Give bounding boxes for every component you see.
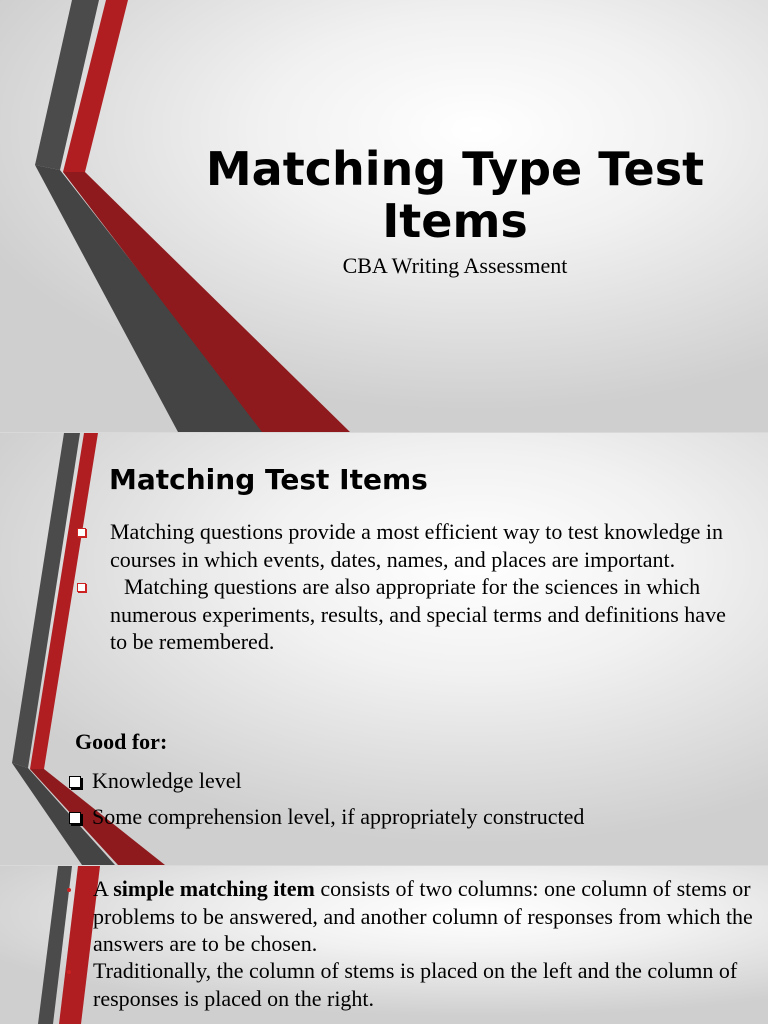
slide-matching-test-items bbox=[0, 433, 768, 865]
list-item bbox=[110, 573, 740, 656]
good-for-list bbox=[68, 763, 584, 835]
bold-term: simple matching item bbox=[113, 876, 315, 901]
bullet-dot-icon bbox=[67, 970, 71, 974]
square-bullet-icon bbox=[77, 528, 86, 537]
bullet-list bbox=[110, 518, 740, 656]
good-for-label: Good for: bbox=[75, 729, 168, 754]
checkbox-bullet-icon bbox=[69, 812, 81, 824]
square-bullet-icon bbox=[77, 583, 86, 592]
slide-heading: Matching Test Items bbox=[109, 463, 428, 496]
list-item bbox=[68, 799, 584, 835]
text-prefix: A bbox=[93, 876, 114, 901]
bullet-text: Matching questions are also appropriate for the sciences in which numerous experiments, results, and special terms and definitions have to be remembered. bbox=[110, 574, 726, 654]
paragraph-column-placement: Traditionally, the column of stems is placed on the left and the column of responses is placed on the right. bbox=[93, 958, 738, 1011]
page-subtitle: CBA Writing Assessment bbox=[342, 253, 568, 278]
list-item bbox=[110, 518, 740, 573]
slide-title bbox=[0, 0, 768, 432]
paragraph-simple-matching-item bbox=[93, 875, 753, 958]
list-item bbox=[68, 763, 584, 799]
good-for-item-text: Knowledge level bbox=[92, 768, 242, 793]
bullet-text: Matching questions provide a most efficient way to test knowledge in courses in which events, dates, names, and places are important. bbox=[110, 519, 724, 572]
good-for-item-text: Some comprehension level, if appropriately constructed bbox=[92, 804, 585, 829]
bullet-dot-icon bbox=[67, 888, 71, 892]
slide-simple-matching-item bbox=[0, 866, 768, 1024]
page-title: Matching Type Test Items bbox=[205, 142, 705, 248]
checkbox-bullet-icon bbox=[69, 776, 81, 788]
text-rest: consists of two columns: one column of stems or problems to be answered, and another column of responses from which the answers are to be chosen. bbox=[93, 876, 753, 956]
